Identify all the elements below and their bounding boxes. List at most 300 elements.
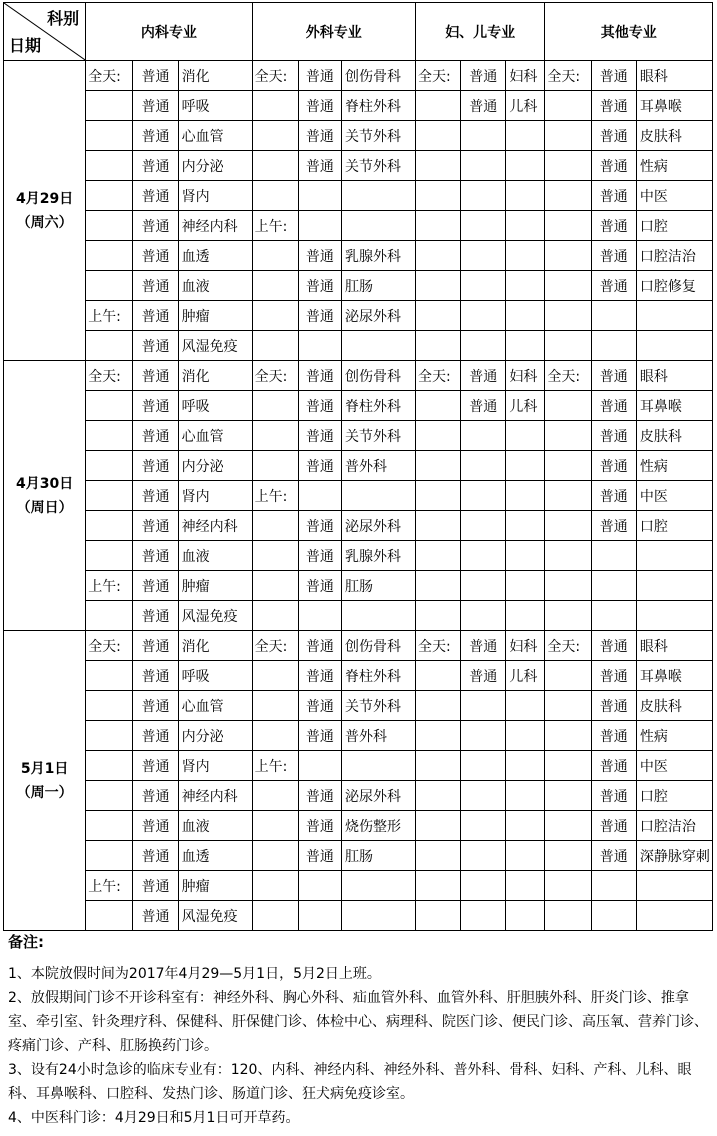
time-prefix-cell: 全天: — [86, 361, 133, 391]
time-prefix-cell — [415, 451, 460, 481]
notes-title: 备注: — [8, 933, 44, 951]
clinic-type-cell: 普通 — [591, 391, 636, 421]
weekday-label: （周六） — [16, 214, 73, 231]
department-cell: 深静脉穿刺 — [636, 841, 712, 871]
clinic-type-cell: 普通 — [298, 361, 341, 391]
time-prefix-cell — [86, 421, 133, 451]
clinic-type-cell: 普通 — [298, 571, 341, 601]
department-cell — [341, 601, 415, 631]
department-cell — [506, 601, 545, 631]
department-cell: 神经内科 — [178, 511, 252, 541]
department-cell — [506, 421, 545, 451]
time-prefix-cell — [545, 721, 591, 751]
department-cell: 风湿免疫 — [178, 601, 252, 631]
time-prefix-cell — [252, 571, 298, 601]
clinic-type-cell — [461, 331, 506, 361]
department-cell — [506, 871, 545, 901]
table-row — [4, 121, 713, 151]
time-prefix-cell — [415, 571, 460, 601]
time-prefix-cell: 全天: — [415, 631, 460, 661]
clinic-type-cell: 普通 — [591, 361, 636, 391]
time-prefix-cell: 上午: — [86, 571, 133, 601]
table-row — [4, 451, 713, 481]
department-cell: 耳鼻喉 — [636, 391, 712, 421]
time-prefix-cell — [545, 301, 591, 331]
clinic-type-cell — [461, 301, 506, 331]
table-row — [4, 361, 713, 391]
clinic-type-cell: 普通 — [591, 751, 636, 781]
department-cell — [506, 901, 545, 931]
department-cell — [341, 901, 415, 931]
department-cell — [506, 121, 545, 151]
clinic-type-cell: 普通 — [133, 481, 178, 511]
department-cell: 内分泌 — [178, 721, 252, 751]
time-prefix-cell — [545, 151, 591, 181]
department-cell — [341, 181, 415, 211]
time-prefix-cell — [415, 811, 460, 841]
department-cell: 中医 — [636, 181, 712, 211]
time-prefix-cell — [545, 661, 591, 691]
department-cell: 肾内 — [178, 181, 252, 211]
department-cell: 肛肠 — [341, 571, 415, 601]
time-prefix-cell — [415, 721, 460, 751]
schedule-table — [3, 2, 713, 931]
clinic-type-cell: 普通 — [133, 571, 178, 601]
clinic-type-cell: 普通 — [133, 451, 178, 481]
department-cell — [636, 601, 712, 631]
corner-label-date: 日期 — [9, 36, 42, 55]
time-prefix-cell — [415, 301, 460, 331]
clinic-type-cell: 普通 — [591, 211, 636, 241]
department-cell: 风湿免疫 — [178, 901, 252, 931]
clinic-type-cell: 普通 — [133, 541, 178, 571]
time-prefix-cell — [415, 901, 460, 931]
clinic-type-cell: 普通 — [133, 241, 178, 271]
time-prefix-cell — [86, 91, 133, 121]
clinic-type-cell — [591, 601, 636, 631]
department-cell: 性病 — [636, 151, 712, 181]
clinic-type-cell: 普通 — [133, 61, 178, 91]
clinic-type-cell — [461, 421, 506, 451]
time-prefix-cell — [86, 841, 133, 871]
time-prefix-cell — [415, 121, 460, 151]
clinic-type-cell — [461, 781, 506, 811]
table-row — [4, 721, 713, 751]
clinic-type-cell: 普通 — [133, 391, 178, 421]
time-prefix-cell — [86, 781, 133, 811]
clinic-type-cell: 普通 — [298, 781, 341, 811]
clinic-type-cell — [591, 901, 636, 931]
time-prefix-cell — [252, 901, 298, 931]
clinic-type-cell: 普通 — [298, 61, 341, 91]
time-prefix-cell — [415, 601, 460, 631]
time-prefix-cell — [86, 271, 133, 301]
time-prefix-cell — [415, 541, 460, 571]
department-cell: 脊柱外科 — [341, 391, 415, 421]
clinic-type-cell — [461, 901, 506, 931]
time-prefix-cell — [545, 331, 591, 361]
clinic-type-cell — [461, 211, 506, 241]
department-cell: 中医 — [636, 481, 712, 511]
department-cell: 呼吸 — [178, 661, 252, 691]
clinic-type-cell: 普通 — [591, 481, 636, 511]
time-prefix-cell — [86, 331, 133, 361]
clinic-type-cell: 普通 — [591, 781, 636, 811]
time-prefix-cell — [86, 901, 133, 931]
clinic-type-cell — [461, 601, 506, 631]
department-cell: 皮肤科 — [636, 691, 712, 721]
date-cell — [4, 361, 86, 631]
time-prefix-cell — [545, 571, 591, 601]
table-row — [4, 841, 713, 871]
clinic-type-cell: 普通 — [461, 361, 506, 391]
clinic-type-cell — [298, 751, 341, 781]
department-cell: 眼科 — [636, 631, 712, 661]
time-prefix-cell — [86, 181, 133, 211]
department-cell — [506, 331, 545, 361]
clinic-type-cell: 普通 — [133, 361, 178, 391]
department-cell: 口腔 — [636, 511, 712, 541]
table-row — [4, 811, 713, 841]
clinic-type-cell: 普通 — [298, 91, 341, 121]
time-prefix-cell — [86, 721, 133, 751]
table-row — [4, 481, 713, 511]
time-prefix-cell — [415, 271, 460, 301]
clinic-type-cell — [461, 451, 506, 481]
time-prefix-cell — [252, 541, 298, 571]
time-prefix-cell — [415, 511, 460, 541]
clinic-type-cell: 普通 — [298, 391, 341, 421]
clinic-type-cell: 普通 — [298, 421, 341, 451]
note-item: 4、中医科门诊：4月29日和5月1日可开草药。 — [8, 1110, 300, 1126]
time-prefix-cell — [252, 91, 298, 121]
time-prefix-cell — [545, 451, 591, 481]
table-row — [4, 421, 713, 451]
clinic-type-cell — [461, 841, 506, 871]
weekday-label: （周日） — [16, 499, 73, 516]
department-cell: 心血管 — [178, 691, 252, 721]
clinic-type-cell — [298, 601, 341, 631]
time-prefix-cell — [545, 121, 591, 151]
time-prefix-cell — [545, 691, 591, 721]
header-row — [4, 3, 713, 61]
clinic-type-cell: 普通 — [591, 451, 636, 481]
department-cell: 口腔洁治 — [636, 241, 712, 271]
department-cell: 儿科 — [506, 661, 545, 691]
clinic-type-cell — [461, 181, 506, 211]
time-prefix-cell — [545, 841, 591, 871]
time-prefix-cell — [252, 181, 298, 211]
clinic-type-cell — [461, 121, 506, 151]
time-prefix-cell — [86, 601, 133, 631]
time-prefix-cell — [252, 151, 298, 181]
time-prefix-cell — [415, 181, 460, 211]
time-prefix-cell — [545, 901, 591, 931]
clinic-type-cell — [461, 151, 506, 181]
department-cell: 血液 — [178, 541, 252, 571]
department-cell: 创伤骨科 — [341, 631, 415, 661]
time-prefix-cell — [545, 781, 591, 811]
department-cell — [506, 481, 545, 511]
department-cell: 皮肤科 — [636, 121, 712, 151]
time-prefix-cell — [86, 811, 133, 841]
department-cell: 内分泌 — [178, 451, 252, 481]
time-prefix-cell — [415, 91, 460, 121]
time-prefix-cell — [415, 241, 460, 271]
clinic-type-cell — [298, 871, 341, 901]
department-cell — [341, 481, 415, 511]
table-row — [4, 301, 713, 331]
department-cell — [506, 511, 545, 541]
time-prefix-cell: 全天: — [252, 361, 298, 391]
clinic-type-cell: 普通 — [133, 211, 178, 241]
department-cell: 泌尿外科 — [341, 781, 415, 811]
time-prefix-cell — [86, 451, 133, 481]
clinic-type-cell: 普通 — [591, 91, 636, 121]
time-prefix-cell — [86, 121, 133, 151]
time-prefix-cell — [545, 91, 591, 121]
time-prefix-cell — [252, 841, 298, 871]
department-cell — [506, 151, 545, 181]
department-cell: 消化 — [178, 361, 252, 391]
department-cell: 烧伤整形 — [341, 811, 415, 841]
department-cell: 妇科 — [506, 61, 545, 91]
clinic-type-cell: 普通 — [591, 421, 636, 451]
department-cell: 肿瘤 — [178, 871, 252, 901]
department-cell: 血透 — [178, 241, 252, 271]
time-prefix-cell — [415, 151, 460, 181]
department-cell — [636, 541, 712, 571]
time-prefix-cell — [86, 511, 133, 541]
department-cell: 肿瘤 — [178, 571, 252, 601]
clinic-type-cell: 普通 — [133, 601, 178, 631]
table-row — [4, 601, 713, 631]
time-prefix-cell — [252, 121, 298, 151]
clinic-type-cell: 普通 — [461, 391, 506, 421]
note-item: 1、本院放假时间为2017年4月29—5月1日，5月2日上班。 — [8, 966, 381, 982]
department-cell: 耳鼻喉 — [636, 91, 712, 121]
time-prefix-cell — [545, 421, 591, 451]
department-cell — [636, 871, 712, 901]
department-cell: 耳鼻喉 — [636, 661, 712, 691]
clinic-type-cell: 普通 — [133, 271, 178, 301]
time-prefix-cell — [252, 331, 298, 361]
clinic-type-cell: 普通 — [591, 631, 636, 661]
department-cell: 脊柱外科 — [341, 91, 415, 121]
clinic-type-cell: 普通 — [591, 241, 636, 271]
department-cell — [506, 811, 545, 841]
note-item: 3、设有24小时急诊的临床专业有：120、内科、神经内科、神经外科、普外科、骨科、妇科、产科、儿科、眼科、耳鼻喉科、口腔科、发热门诊、肠道门诊、狂犬病免疫诊室。 — [8, 1062, 692, 1102]
department-cell: 儿科 — [506, 391, 545, 421]
department-cell — [506, 301, 545, 331]
time-prefix-cell: 上午: — [86, 871, 133, 901]
clinic-type-cell: 普通 — [133, 331, 178, 361]
department-cell: 关节外科 — [341, 421, 415, 451]
clinic-type-cell — [298, 181, 341, 211]
department-cell: 关节外科 — [341, 121, 415, 151]
clinic-type-cell: 普通 — [461, 661, 506, 691]
clinic-type-cell: 普通 — [133, 901, 178, 931]
department-cell: 皮肤科 — [636, 421, 712, 451]
group-other: 其他专业 — [545, 3, 713, 61]
time-prefix-cell — [252, 811, 298, 841]
clinic-type-cell: 普通 — [298, 661, 341, 691]
department-cell — [506, 451, 545, 481]
clinic-type-cell — [461, 271, 506, 301]
time-prefix-cell — [86, 241, 133, 271]
clinic-type-cell: 普通 — [298, 241, 341, 271]
table-row — [4, 61, 713, 91]
time-prefix-cell — [252, 661, 298, 691]
time-prefix-cell — [545, 751, 591, 781]
time-prefix-cell — [415, 211, 460, 241]
department-cell: 心血管 — [178, 121, 252, 151]
time-prefix-cell — [86, 661, 133, 691]
time-prefix-cell — [545, 601, 591, 631]
clinic-type-cell — [461, 721, 506, 751]
time-prefix-cell — [415, 421, 460, 451]
department-cell: 性病 — [636, 721, 712, 751]
time-prefix-cell — [86, 211, 133, 241]
time-prefix-cell — [545, 811, 591, 841]
time-prefix-cell: 上午: — [252, 751, 298, 781]
table-row — [4, 391, 713, 421]
department-cell: 妇科 — [506, 361, 545, 391]
time-prefix-cell — [86, 481, 133, 511]
clinic-type-cell — [461, 241, 506, 271]
time-prefix-cell — [545, 211, 591, 241]
clinic-type-cell: 普通 — [133, 721, 178, 751]
time-prefix-cell: 上午: — [86, 301, 133, 331]
table-row — [4, 541, 713, 571]
table-row — [4, 331, 713, 361]
time-prefix-cell — [86, 541, 133, 571]
department-cell: 消化 — [178, 61, 252, 91]
group-surgery: 外科专业 — [252, 3, 415, 61]
time-prefix-cell: 全天: — [252, 631, 298, 661]
clinic-type-cell — [591, 301, 636, 331]
time-prefix-cell: 全天: — [415, 61, 460, 91]
clinic-type-cell: 普通 — [591, 691, 636, 721]
time-prefix-cell — [252, 721, 298, 751]
date-label: 4月29日 — [15, 190, 74, 207]
department-cell — [506, 781, 545, 811]
clinic-type-cell: 普通 — [298, 811, 341, 841]
clinic-type-cell: 普通 — [591, 811, 636, 841]
clinic-type-cell: 普通 — [133, 151, 178, 181]
clinic-type-cell — [461, 511, 506, 541]
clinic-type-cell — [591, 571, 636, 601]
department-cell: 肿瘤 — [178, 301, 252, 331]
department-cell — [636, 301, 712, 331]
time-prefix-cell: 上午: — [252, 211, 298, 241]
clinic-type-cell: 普通 — [591, 271, 636, 301]
department-cell: 神经内科 — [178, 781, 252, 811]
table-row — [4, 151, 713, 181]
time-prefix-cell — [415, 781, 460, 811]
time-prefix-cell — [415, 691, 460, 721]
department-cell — [636, 331, 712, 361]
table-row — [4, 631, 713, 661]
clinic-type-cell: 普通 — [298, 271, 341, 301]
clinic-type-cell — [461, 481, 506, 511]
department-cell: 口腔洁治 — [636, 811, 712, 841]
time-prefix-cell: 全天: — [86, 61, 133, 91]
clinic-type-cell: 普通 — [461, 91, 506, 121]
time-prefix-cell — [252, 421, 298, 451]
department-cell: 性病 — [636, 451, 712, 481]
department-cell: 肛肠 — [341, 271, 415, 301]
department-cell — [506, 271, 545, 301]
department-cell — [506, 541, 545, 571]
clinic-type-cell — [461, 691, 506, 721]
department-cell — [506, 751, 545, 781]
clinic-type-cell: 普通 — [133, 121, 178, 151]
clinic-type-cell: 普通 — [461, 631, 506, 661]
time-prefix-cell — [252, 241, 298, 271]
department-cell: 泌尿外科 — [341, 301, 415, 331]
table-row — [4, 751, 713, 781]
department-cell: 乳腺外科 — [341, 241, 415, 271]
time-prefix-cell — [252, 691, 298, 721]
department-cell: 风湿免疫 — [178, 331, 252, 361]
department-cell: 创伤骨科 — [341, 361, 415, 391]
time-prefix-cell — [252, 781, 298, 811]
clinic-type-cell: 普通 — [133, 811, 178, 841]
clinic-type-cell: 普通 — [133, 631, 178, 661]
department-cell: 泌尿外科 — [341, 511, 415, 541]
clinic-type-cell: 普通 — [298, 541, 341, 571]
department-cell: 普外科 — [341, 721, 415, 751]
department-cell — [341, 331, 415, 361]
department-cell: 脊柱外科 — [341, 661, 415, 691]
department-cell — [341, 871, 415, 901]
clinic-type-cell: 普通 — [591, 151, 636, 181]
table-row — [4, 691, 713, 721]
table-row — [4, 181, 713, 211]
clinic-type-cell: 普通 — [591, 841, 636, 871]
department-cell: 儿科 — [506, 91, 545, 121]
department-cell — [506, 571, 545, 601]
time-prefix-cell — [415, 391, 460, 421]
clinic-type-cell: 普通 — [461, 61, 506, 91]
clinic-type-cell: 普通 — [133, 841, 178, 871]
time-prefix-cell — [415, 481, 460, 511]
date-label: 5月1日 — [20, 760, 69, 777]
clinic-type-cell — [461, 571, 506, 601]
clinic-type-cell: 普通 — [133, 871, 178, 901]
department-cell: 神经内科 — [178, 211, 252, 241]
clinic-type-cell: 普通 — [591, 61, 636, 91]
clinic-type-cell: 普通 — [133, 781, 178, 811]
time-prefix-cell: 全天: — [545, 361, 591, 391]
time-prefix-cell — [252, 451, 298, 481]
department-cell: 血液 — [178, 271, 252, 301]
time-prefix-cell — [415, 871, 460, 901]
time-prefix-cell: 全天: — [545, 631, 591, 661]
table-row — [4, 91, 713, 121]
time-prefix-cell: 全天: — [545, 61, 591, 91]
time-prefix-cell — [252, 871, 298, 901]
clinic-type-cell: 普通 — [133, 91, 178, 121]
clinic-type-cell — [461, 871, 506, 901]
clinic-type-cell: 普通 — [298, 121, 341, 151]
time-prefix-cell — [545, 181, 591, 211]
department-cell — [506, 721, 545, 751]
corner-cell — [4, 3, 86, 61]
department-cell: 消化 — [178, 631, 252, 661]
department-cell: 内分泌 — [178, 151, 252, 181]
